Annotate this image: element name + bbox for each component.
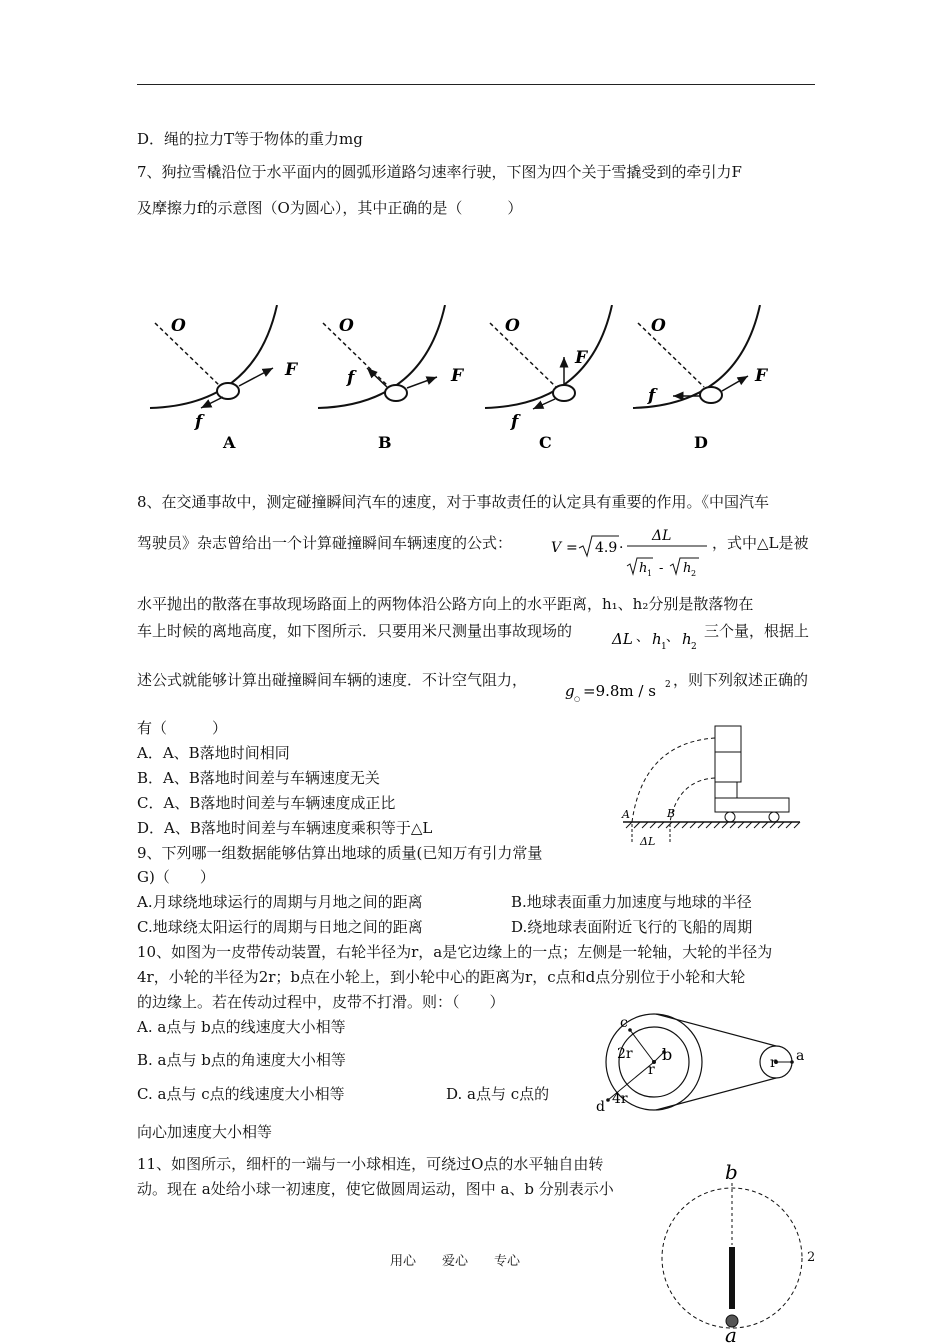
q8-stem-line1: 8、在交通事故中，测定碰撞瞬间汽车的速度，对于事故责任的认定具有重要的作用。《中国汽车 [137, 493, 770, 511]
q10-fig-label-r-center: r [648, 1062, 655, 1078]
q7-a-caption: A [223, 433, 236, 452]
q8-formula-minus: - [659, 561, 664, 576]
q10-stem-line3: 的边缘上。若在传动过程中，皮带不打滑。则：（ ） [137, 993, 505, 1011]
q7-c-label-f-friction: f [511, 412, 519, 432]
q10-fig-label-a: a [796, 1048, 805, 1064]
q7-d-label-f-traction: F [755, 366, 768, 386]
q10-option-d-continued: 向心加速度大小相等 [137, 1123, 273, 1141]
q10-option-d: D. a点与 c点的 [446, 1085, 550, 1103]
q10-option-a: A. a点与 b点的线速度大小相等 [137, 1018, 346, 1036]
q7-diagram-b [318, 305, 465, 452]
q8-g-sup: 2 [665, 680, 671, 690]
q10-stem-line2: 4r，小轮的半径为2r；b点在小轮上，到小轮中心的距离为r，c点和d点分别位于小轮和大轮 [137, 968, 746, 986]
header-rule [137, 84, 815, 85]
q8-g-rest: =9.8m / s [583, 682, 656, 700]
q11-stem-line2: 动。现在 a处给小球一初速度，使它做圆周运动，图中 a、b 分别表示小 [137, 1180, 614, 1198]
q8-formula-h1: h [639, 561, 648, 576]
q10-fig-label-4r: 4r [612, 1091, 628, 1107]
q7-b-label-f-traction: F [451, 366, 464, 386]
q8-var-h2: h [682, 630, 692, 648]
q9-option-a: A.月球绕地球运行的周期与月地之间的距离 [137, 893, 423, 911]
q8-var-s2: 2 [691, 642, 697, 652]
q7-c-label-f-traction: F [575, 348, 588, 368]
q7-diagram-a [150, 305, 299, 452]
q10-option-c: C. a点与 c点的线速度大小相等 [137, 1085, 345, 1103]
q7-diagram-c [485, 305, 612, 452]
q7-diagram-d [633, 305, 769, 452]
q10-stem-line1: 10、如图为一皮带传动装置，右轮半径为r，a是它边缘上的一点；左侧是一轮轴，大轮的半径为 [137, 943, 773, 961]
q8-stem-line5a: 述公式就能够计算出碰撞瞬间车辆的速度．不计空气阻力， [137, 671, 528, 689]
q8-fig-label-b: B [667, 807, 676, 820]
q7-b-label-o: O [339, 316, 354, 336]
q11-rod-circle-figure [655, 1155, 810, 1344]
q10-belt-drive-figure [590, 1010, 815, 1125]
page-number: 2 [807, 1250, 816, 1265]
q8-var-s1: 1 [661, 642, 667, 652]
q8-stem-line2-end: ，式中△L是被 [712, 534, 809, 552]
q7-d-label-o: O [651, 316, 666, 336]
q6-option-d: D．绳的拉力T等于物体的重力mg [137, 130, 363, 148]
q8-var-h1: h [652, 630, 662, 648]
q8-truck-figure [618, 718, 803, 853]
q8-formula-h2: h [683, 561, 692, 576]
q10-fig-label-b: b [662, 1045, 673, 1064]
q7-c-caption: C [539, 433, 552, 452]
q8-var-sep1: 、 [636, 630, 650, 645]
q8-formula-sub2: 2 [691, 569, 697, 578]
q8-formula-sub1: 1 [647, 569, 653, 578]
q7-sled-diagrams [135, 305, 815, 455]
q8-measured-vars [610, 624, 706, 652]
q8-g: g [565, 682, 575, 700]
q10-option-b: B. a点与 b点的角速度大小相等 [137, 1051, 346, 1069]
q7-c-label-o: O [505, 316, 520, 336]
q10-fig-label-d: d [596, 1099, 605, 1115]
q8-formula-v: V [551, 540, 562, 556]
footer-motto: 用心 爱心 专心 [390, 1254, 521, 1269]
q8-gravity-formula [563, 676, 673, 706]
q7-d-caption: D [694, 433, 708, 452]
q8-fig-label-a: A [622, 808, 630, 821]
q9-stem-line1: 9、下列哪一组数据能够估算出地球的质量(已知万有引力常量 [137, 844, 543, 862]
q10-fig-label-r-small: r [770, 1055, 777, 1071]
q8-fig-label-dl: ΔL [640, 835, 656, 848]
q8-var-sep2: 、 [666, 630, 680, 645]
q8-formula-eq: = [566, 540, 578, 556]
q11-fig-label-a: a [725, 1323, 737, 1344]
q8-stem-line2: 驾驶员》杂志曾给出一个计算碰撞瞬间车辆速度的公式： [137, 534, 513, 552]
q8-formula-dot: · [619, 540, 624, 556]
q9-stem-line2: G)（ ） [137, 868, 215, 886]
q8-stem-line4b: 三个量，根据上 [704, 622, 810, 640]
q7-b-caption: B [378, 433, 392, 452]
q8-stem-line3: 水平抛出的散落在事故现场路面上的两物体沿公路方向上的水平距离，h₁、h₂分别是散落物在 [137, 595, 754, 613]
q8-stem-line5b: ，则下列叙述正确的 [673, 671, 809, 689]
q7-stem-line2: 及摩擦力f的示意图（O为圆心），其中正确的是（ ） [137, 199, 523, 217]
q11-fig-label-b: b [725, 1160, 738, 1184]
q7-a-label-f-traction: F [285, 360, 298, 380]
q8-option-b: B．A、B落地时间差与车辆速度无关 [137, 769, 380, 787]
q10-fig-label-2r: 2r [617, 1046, 633, 1062]
q8-stem-line6: 有（ ） [137, 719, 228, 737]
q7-a-label-o: O [171, 316, 186, 336]
q8-g-sub: ○ [574, 695, 581, 703]
q10-fig-label-c: c [620, 1015, 628, 1031]
q7-a-label-f-friction: f [195, 412, 203, 432]
q8-formula-4-9: 4.9 [595, 540, 618, 556]
q8-var-dl: ΔL [612, 630, 633, 648]
q8-speed-formula [549, 522, 709, 578]
q7-stem-line1: 7、狗拉雪橇沿位于水平面内的圆弧形道路匀速率行驶，下图为四个关于雪撬受到的牵引力F [137, 163, 742, 181]
q8-option-c: C．A、B落地时间差与车辆速度成正比 [137, 794, 396, 812]
q11-stem-line1: 11、如图所示，细杆的一端与一小球相连，可绕过O点的水平轴自由转 [137, 1155, 604, 1173]
q8-option-a: A．A、B落地时间相同 [137, 744, 290, 762]
q8-option-d: D．A、B落地时间差与车辆速度乘积等于△L [137, 819, 433, 837]
q9-option-b: B.地球表面重力加速度与地球的半径 [511, 893, 752, 911]
q9-option-c: C.地球绕太阳运行的周期与日地之间的距离 [137, 918, 423, 936]
q7-b-label-f-friction: f [347, 368, 355, 388]
q7-d-label-f-friction: f [648, 386, 656, 406]
q8-stem-line4a: 车上时候的离地高度，如下图所示．只要用米尺测量出事故现场的 [137, 622, 573, 640]
q9-option-d: D.绕地球表面附近飞行的飞船的周期 [511, 918, 753, 936]
q8-formula-numerator: ΔL [652, 528, 672, 544]
